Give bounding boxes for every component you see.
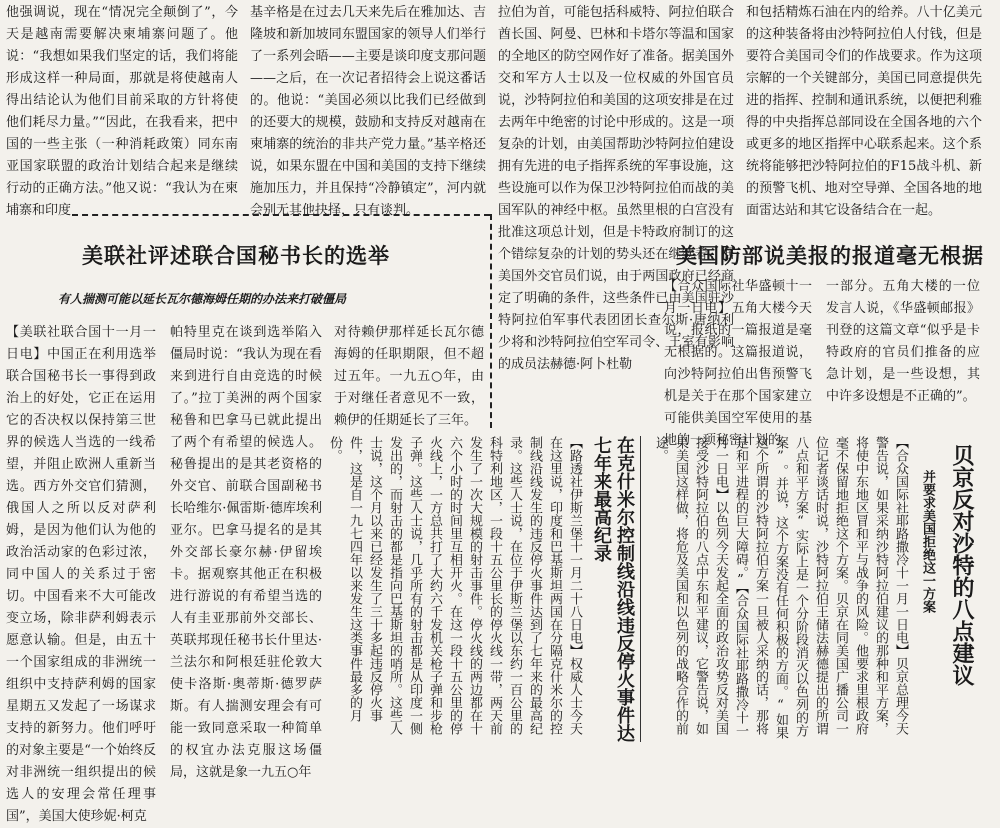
un-article-top-rule (72, 214, 490, 216)
un-article-column-2: 帕特里克在谈到选举陷入僵局时说：“我认为现在看来到进行自由竞选的时候了。”拉丁美洲的两个国家秘鲁和巴拿马已就此提出了两个有希望的候选人。秘鲁提出的是其老资格的外交官、前联合国副秘书长哈维尔·佩雷斯·德库埃利亚尔。巴拿马提名的是其外交部长豪尔赫·伊留埃卡。据观察其他正在积极进行游说的有希望当选的人有圭亚那前外交部长、英联邦现任秘书长什里达·兰法尔和阿根廷驻伦敦大使卡洛斯·奥蒂斯·德罗萨斯。有人揣测安理会有可能一致同意采取一种简单的权宜办法克服这场僵局，这就是象一九五○年 (170, 325, 322, 780)
pentagon-article-column-1: 【合众国际社华盛顿十一月一日电】五角大楼今天说，报纸的一篇报道是毫无根据的。这篇报道说，向沙特阿拉伯出售预警飞机是关于在那个国家建立可能供美国空军使用的基地的一项秘密计划的 (664, 279, 812, 448)
top-column-3: 拉伯为首，可能包括科威特、阿拉伯联合酋长国、阿曼、巴林和卡塔尔等温和国家的全地区的防空网作好了准备。据美国外交和军方人士以及一位权威的外国官员说，沙特阿拉伯和美国的这项安排是在过去两年中绝密的讨论中形成的。这是一项复杂的计划，由美国帮助沙特阿拉伯建设拥有先进的电子指挥系统的军事设施，这些设施可以作为保卫沙特阿拉伯而战的美国军队的神经中枢。虽然里根的白宫没有批准这项总计划，但是卡特政府制订的这个错综复杂的计划的势头还在继续着。据美国外交官员们说，由于两国政府已经商定了明确的条件，这些条件已由美国驻沙特阿拉伯军事代表团团长查尔斯·唐纳利少将和沙特阿拉伯空军司令、王室有影响的成员法赫德·阿卜杜勒 (498, 5, 734, 372)
un-article-subtitle: 有人揣测可能以延长瓦尔德海姆任期的办法来打破僵局 (58, 292, 347, 306)
top-column-4: 和包括精炼石油在内的给养。八十亿美元的这种装备将由沙特阿拉伯人付钱，但是要符合美国司令们的作战要求。作为这项宗解的一个关键部分，美国已同意提供先进的指挥、控制和通讯系统，以便把利雅得的中央指挥总部同设在全国各地的六个或更多的地区指挥中心联系起来。这个系统将能够把沙特阿拉伯的F15战斗机、新的预警飞机、地对空导弹、全国各地的地面雷达站和其它设备结合在一起。 (746, 5, 982, 218)
un-article-column-1: 【美联社联合国十一月一日电】中国正在利用选举联合国秘书长一事得到政治上的好处，它正在运用它的否决权以保持第三世界的候选人当选的一线希望，并阻止欧洲人重新当选。西方外交官们猜测，俄国人之所以反对萨利姆，是因为他们认为他的政治活动家的色彩过浓，同中国人的关系过于密切。中国看来不大可能改变立场，除非萨利姆表示愿意认输。但是，由五十一个国家组成的非洲统一组织中支持萨利姆的国家星期五又发起了一场谋求支持的新努力。他们呼吁的对象主要是“一个始终反对非洲统一组织提出的候选人的安理会常任理事国”，美国大使珍妮·柯克 (6, 325, 156, 824)
top-column-1: 他强调说，现在“情况完全颠倒了”，今天是越南需要解决柬埔寨问题了。他说：“我想如果我们坚定的话，我们将能形成这样一种局面，那就是将使越南人得出结论认为他们目前采取的方针将使他们耗尽力量。”“因此，在我看来，把中国的一些主张（一种消耗政策）同东南亚国家联盟的政治计划结合起来是继续行动的正确方法。”他又说：“我认为在柬埔寨和印度 (6, 5, 238, 218)
un-article-column-3: 对待赖伊那样延长瓦尔德海姆的任职期限，但不超过五年。一九五○年，由于对继任者意见不一致，赖伊的任期延长了三年。 (334, 325, 484, 428)
ceasefire-article-title: 在克什米尔控制线沿线违反停火事件达七年来最高纪录 (591, 436, 635, 742)
un-article-title: 美联社评述联合国秘书长的选举 (82, 244, 390, 268)
beijing-article-title: 贝京反对沙特的八点建议 (949, 444, 974, 686)
beijing-article-subtitle: 并要求美国拒绝这一方案 (920, 470, 935, 613)
beijing-article-body: 【合众国际社耶路撒冷十一月一日电】贝京总理今天警告说，如果采纳沙特阿拉伯建议的那种和平方案，将使中东地区冒和平与战争的风险。他要求里根政府毫不保留地拒绝这个方案。贝京在同美国广播公司一位记者谈话时说，沙特阿拉伯王储法赫德提出的所谓八点和平方案“实际上是一个分阶段消灭以色列的方案”。并说，这个方案没有任何积极的方面。“如果这个所谓的沙特阿拉伯方案一旦被人采纳的话，那将是和平进程的巨大障碍。”【合众国际社耶路撒冷十一月一日电】以色列今天发起全面的政治攻势反对美国接受沙特阿拉伯的八点中东和平建议，它警告说，如果美国这样做，将危及美国和以色列的战略合作的前途。 (653, 436, 908, 739)
column-divider (640, 436, 641, 742)
ceasefire-article-body: 【路透社伊斯兰堡十一月二十八日电】权威人士今天在这里说，印度和巴基斯坦两国在分隔克什米尔的控制线沿线发生的违反停火事件达到了七年来的最高纪录。这些人士说，在位于伊斯兰堡以东约一百公里的科特利地区，一段十五公里长的停火线一带，两天前发生了一次大规模的射击事件。停火线的两边都在十六个小时的时间里互相开火。在这一段十五公里的停火线上，一方总共打了大约六千发机关枪子弹和步枪子弹。这些人士说，几乎所有的射击都是从印度一侧发出的，而射击的都是指向巴基斯坦的哨所。这些人士说，这个月以来已经发生了三十多起违反停火事件，这是自一九七四年以来发生这类事件最多的月份。 (327, 436, 582, 735)
pentagon-article-title: 美国防部说美报的报道毫无根据 (676, 244, 984, 268)
un-article-right-rule (490, 214, 492, 428)
pentagon-article-column-2: 一部分。五角大楼的一位发言人说，《华盛顿邮报》刊登的这篇文章“似乎是卡特政府的官员们推备的应急计划，是一些设想，其中许多设想是不正确的”。 (826, 279, 980, 404)
top-column-2: 基辛格是在过去几天来先后在雅加达、吉隆坡和新加坡同东盟国家的领导人们举行了一系列会晤——主要是谈印度支那问题——之后，在一次记者招待会上说这番话的。他说：“美国必须以比我们已经做到的还要大的规模，鼓励和支持反对越南在柬埔寨的统治的非共产党力量。”基辛格还说，如果东盟在中国和美国的支持下继续施加压力，并且保持“冷静镇定”，河内就会别无其他抉择，只有谈判。 (250, 5, 486, 218)
